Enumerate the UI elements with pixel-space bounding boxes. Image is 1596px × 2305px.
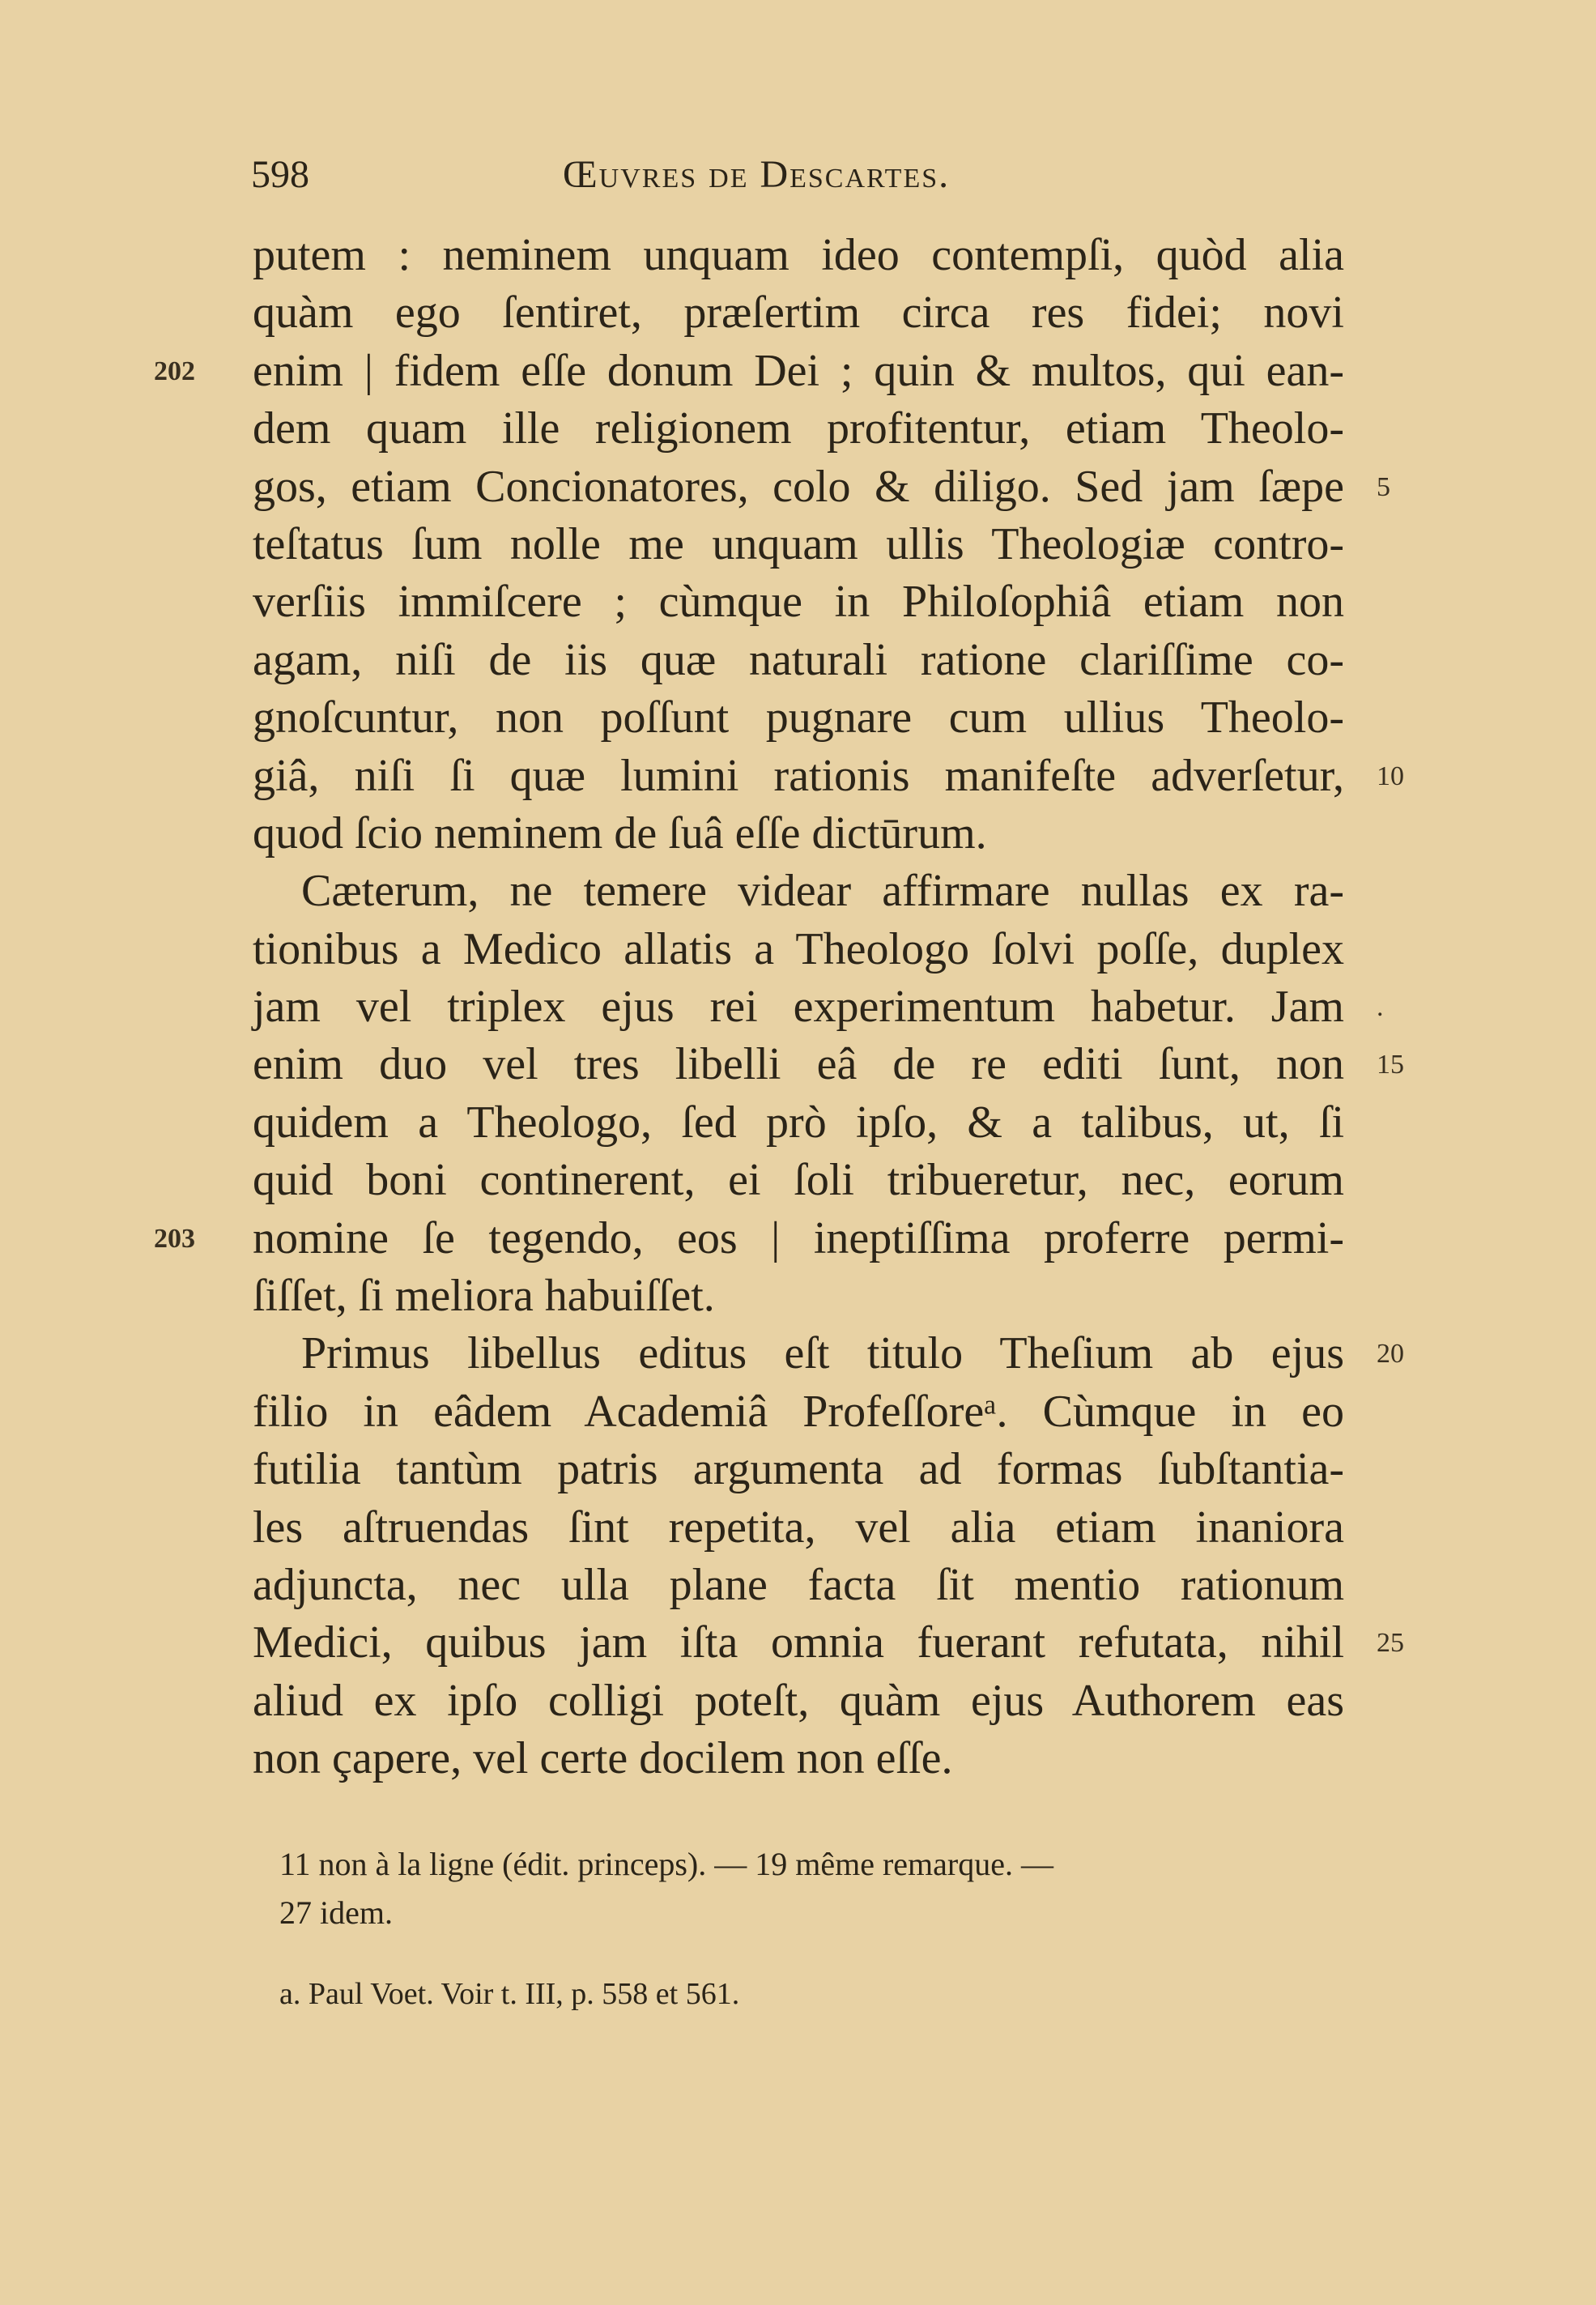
line-text: gnoſcuntur, non poſſunt pugnare cum ullius Theolo- xyxy=(253,692,1344,743)
line-number: 5 xyxy=(1377,471,1390,502)
line-text: futilia tantùm patris argumenta ad formas ſubſtantia- xyxy=(253,1444,1344,1495)
text-line xyxy=(253,978,1384,1036)
text-line xyxy=(253,632,1344,689)
text-line xyxy=(253,284,1344,342)
line-text: ſiſſet, ſi meliora habuiſſet. xyxy=(253,1271,715,1322)
line-text: agam, niſi de iis quæ naturali ratione clariſſime co- xyxy=(253,634,1344,685)
text-line xyxy=(253,689,1344,747)
note-line: 11 non à la ligne (édit. princeps). — 19 même remarque. — xyxy=(279,1846,1053,1882)
line-text: quidem a Theologo, ſed prò ipſo, & a talibus, ut, ſi xyxy=(253,1097,1344,1148)
line-text: non çapere, vel certe docilem non eſſe. xyxy=(253,1733,953,1784)
margin-reference-number: 203 xyxy=(154,1223,195,1254)
text-line xyxy=(253,1441,1344,1498)
note-line: 27 idem. xyxy=(279,1894,393,1931)
text-line xyxy=(253,1383,1344,1441)
line-text: les aſtruendas ſint repetita, vel alia etiam inaniora xyxy=(253,1502,1344,1553)
line-text: jam vel triplex ejus rei experimentum habetur. Jam xyxy=(253,982,1344,1033)
text-line xyxy=(253,1499,1344,1557)
line-text: adjuncta, nec ulla plane facta ſit mentio rationum xyxy=(253,1559,1344,1610)
main-text xyxy=(154,227,1404,1788)
text-line xyxy=(253,227,1344,284)
text-line xyxy=(154,1210,1344,1268)
line-text: filio in eâdem Academiâ Profeſſoreᵃ. Cùmque in eo xyxy=(253,1386,1344,1437)
line-text: gos, etiam Concionatores, colo & diligo. Sed jam ſæpe xyxy=(253,461,1344,512)
line-text: enim | fidem eſſe donum Dei ; quin & multos, qui ean- xyxy=(253,345,1344,396)
line-text: quod ſcio neminem de ſuâ eſſe dictūrum. xyxy=(253,807,987,859)
text-line xyxy=(253,516,1344,573)
text-line xyxy=(253,921,1344,978)
line-text: Medici, quibus jam iſta omnia fuerant refutata, nihil xyxy=(253,1617,1344,1668)
text-line xyxy=(253,1557,1344,1614)
text-line xyxy=(253,1268,1344,1325)
line-text: giâ, niſi ſi quæ lumini rationis manifeſte adverſetur, xyxy=(253,750,1344,801)
line-number: 20 xyxy=(1377,1339,1404,1370)
line-text: putem : neminem unquam ideo contempſi, quòd alia xyxy=(253,230,1344,280)
text-line xyxy=(253,458,1390,516)
line-text: tionibus a Medico allatis a Theologo ſolvi poſſe, duplex xyxy=(253,923,1344,974)
text-line xyxy=(253,400,1344,458)
text-line xyxy=(253,1614,1404,1672)
text-line xyxy=(253,573,1344,631)
line-text: nomine ſe tegendo, eos | ineptiſſima proferre permi- xyxy=(253,1212,1344,1263)
line-text: quàm ego ſentiret, præſertim circa res fidei; novi xyxy=(253,288,1344,339)
line-text: Primus libellus editus eſt titulo Theſium ab ejus xyxy=(301,1328,1344,1379)
text-line xyxy=(253,1152,1344,1209)
line-number: . xyxy=(1377,992,1384,1023)
line-text: quid boni continerent, ei ſoli tribueretur, nec, eorum xyxy=(253,1155,1344,1206)
line-text: enim duo vel tres libelli eâ de re editi ſunt, non xyxy=(253,1039,1344,1090)
variant-notes xyxy=(279,1840,1340,1937)
text-line xyxy=(253,1036,1404,1093)
text-line xyxy=(253,805,1344,863)
line-text: teſtatus ſum nolle me unquam ullis Theologiæ contro- xyxy=(253,518,1344,569)
line-text: dem quam ille religionem profitentur, etiam Theolo- xyxy=(253,403,1344,454)
text-line xyxy=(253,1672,1344,1730)
text-line xyxy=(253,1094,1344,1152)
text-line xyxy=(253,1325,1404,1383)
margin-reference-number: 202 xyxy=(154,356,195,386)
text-line xyxy=(253,748,1404,805)
line-number: 10 xyxy=(1377,761,1404,791)
footnote: a. Paul Voet. Voir t. III, p. 558 et 561. xyxy=(279,1977,740,2011)
page-header xyxy=(251,152,1344,209)
page-number: 598 xyxy=(251,153,309,196)
text-line xyxy=(253,863,1344,920)
line-text: Cæterum, ne temere videar affirmare nullas ex ra- xyxy=(301,866,1344,917)
text-line xyxy=(253,1730,1344,1787)
line-number: 15 xyxy=(1377,1050,1404,1080)
line-text: aliud ex ipſo colligi poteſt, quàm ejus Authorem eas xyxy=(253,1675,1344,1726)
line-number: 25 xyxy=(1377,1628,1404,1659)
line-text: verſiis immiſcere ; cùmque in Philoſophiâ etiam non xyxy=(253,577,1344,628)
running-title: Œuvres de Descartes. xyxy=(563,153,951,196)
text-line xyxy=(154,343,1344,400)
